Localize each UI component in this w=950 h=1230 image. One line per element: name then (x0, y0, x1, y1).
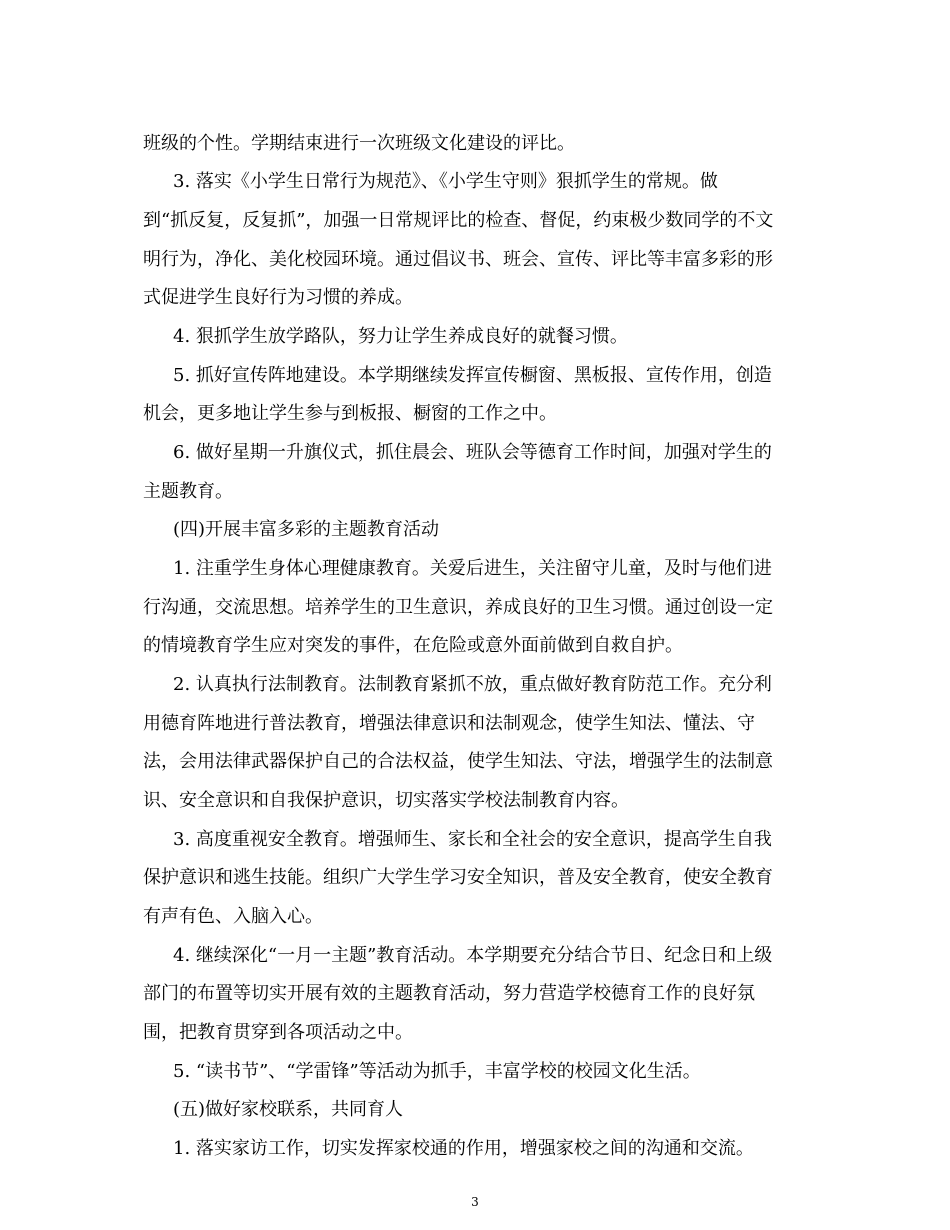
text-line: 主题教育。 (143, 481, 233, 502)
text-line: 的情境教育学生应对突发的事件，在危险或意外面前做到自救自护。 (143, 635, 683, 656)
text-line: 式促进学生良好行为习惯的养成。 (143, 287, 413, 308)
text-line: 部门的布置等切实开展有效的主题教育活动，努力营造学校德育工作的良好氛 (143, 983, 755, 1004)
section-heading: (五)做好家校联系，共同育人 (173, 1099, 404, 1120)
section-heading: (四)开展丰富多彩的主题教育活动 (173, 519, 440, 540)
text-line: 3. 高度重视安全教育。增强师生、家长和全社会的安全意识，提高学生自我 (173, 829, 772, 850)
text-line: 班级的个性。学期结束进行一次班级文化建设的评比。 (143, 133, 575, 154)
text-line: 用德育阵地进行普法教育，增强法律意识和法制观念，使学生知法、懂法、守 (143, 713, 755, 734)
text-line: 4. 狠抓学生放学路队，努力让学生养成良好的就餐习惯。 (173, 326, 628, 347)
text-line: 3. 落实《小学生日常行为规范》、《小学生守则》狠抓学生的常规。做 (173, 171, 718, 192)
text-line: 有声有色、入脑入心。 (143, 906, 323, 927)
text-line: 5. 抓好宣传阵地建设。本学期继续发挥宣传橱窗、黑板报、宣传作用，创造 (173, 365, 772, 386)
text-line: 明行为，净化、美化校园环境。通过倡议书、班会、宣传、评比等丰富多彩的形 (143, 249, 773, 270)
page-number: 3 (471, 1195, 479, 1209)
text-line: 6. 做好星期一升旗仪式，抓住晨会、班队会等德育工作时间，加强对学生的 (173, 442, 772, 463)
text-line: 4. 继续深化“一月一主题”教育活动。本学期要充分结合节日、纪念日和上级 (173, 945, 773, 966)
text-line: 行沟通，交流思想。培养学生的卫生意识，养成良好的卫生习惯。通过创设一定 (143, 597, 773, 618)
text-line: 到“抓反复，反复抓”，加强一日常规评比的检查、督促，约束极少数同学的不文 (143, 210, 774, 231)
text-line: 机会，更多地让学生参与到板报、橱窗的工作之中。 (143, 403, 557, 424)
text-line: 识、安全意识和自我保护意识，切实落实学校法制教育内容。 (143, 790, 629, 811)
text-line: 保护意识和逃生技能。组织广大学生学习安全知识，普及安全教育，使安全教育 (143, 867, 773, 888)
text-line: 5. “读书节”、“学雷锋”等活动为抓手，丰富学校的校园文化生活。 (173, 1061, 701, 1082)
text-line: 1. 注重学生身体心理健康教育。关爱后进生，关注留守儿童，及时与他们进 (173, 558, 772, 579)
text-line: 围，把教育贯穿到各项活动之中。 (143, 1022, 413, 1043)
text-line: 法，会用法律武器保护自己的合法权益，使学生知法、守法，增强学生的法制意 (143, 751, 773, 772)
text-line: 1. 落实家访工作，切实发挥家校通的作用，增强家校之间的沟通和交流。 (173, 1138, 754, 1159)
text-line: 2. 认真执行法制教育。法制教育紧抓不放，重点做好教育防范工作。充分利 (173, 674, 772, 695)
